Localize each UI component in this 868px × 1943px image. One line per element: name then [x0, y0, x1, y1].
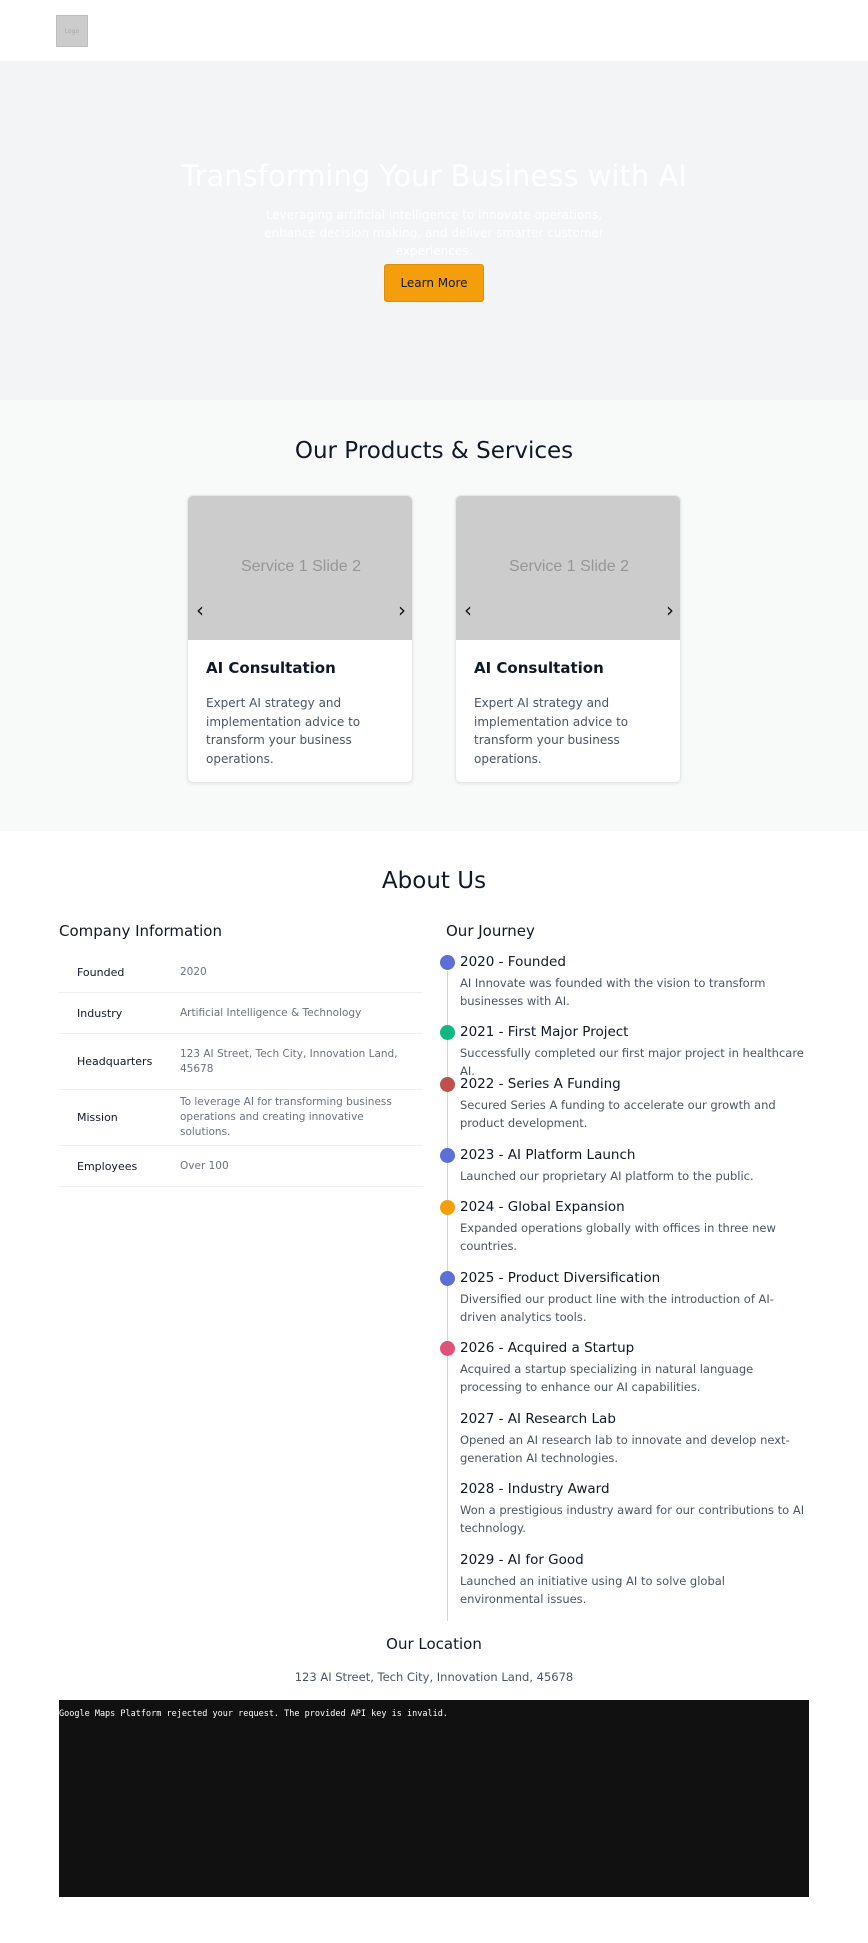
timeline-dot: [440, 1025, 455, 1040]
info-row: [59, 993, 423, 1034]
timeline-item-desc: Secured Series A funding to accelerate our growth and product development.: [460, 1098, 776, 1130]
learn-more-button[interactable]: Learn More: [384, 264, 484, 302]
timeline-dot: [440, 1341, 455, 1356]
info-value: 123 AI Street, Tech City, Innovation Land, 45678: [180, 1047, 398, 1075]
info-value: 2020: [180, 966, 207, 978]
info-value: To leverage AI for transforming business operations and creating innovative solutions.: [180, 1096, 392, 1138]
carousel-slide-label: Service 1 Slide 2: [240, 558, 362, 575]
info-row: [59, 953, 423, 993]
timeline-item-title: 2021 - First Major Project: [460, 1024, 629, 1040]
info-label: Headquarters: [77, 1055, 153, 1068]
timeline-item-title: 2023 - AI Platform Launch: [460, 1147, 636, 1163]
products-title: Our Products & Services: [294, 438, 574, 464]
timeline-item-title: 2022 - Series A Funding: [460, 1076, 621, 1092]
timeline-item-desc: Won a prestigious industry award for our contributions to AI technology.: [460, 1503, 805, 1535]
location-title: Our Location: [386, 1635, 482, 1653]
location-address: 123 AI Street, Tech City, Innovation Land, 45678: [294, 1670, 574, 1684]
timeline-dot: [440, 1271, 455, 1286]
service-title: AI Consultation: [474, 659, 604, 677]
logo[interactable]: Logo: [56, 15, 88, 47]
timeline-item-desc: Opened an AI research lab to innovate and develop next-generation AI technologies.: [460, 1433, 790, 1465]
timeline-dot: [440, 1412, 455, 1427]
service-title: AI Consultation: [206, 659, 336, 677]
timeline-item-desc: Launched our proprietary AI platform to the public.: [460, 1169, 754, 1183]
company-info-title: Company Information: [59, 922, 222, 940]
service-carousel: [188, 496, 413, 640]
timeline-item-title: 2026 - Acquired a Startup: [460, 1340, 635, 1356]
hero-section: [0, 61, 868, 400]
service-card: [187, 495, 413, 783]
service-card: [455, 495, 681, 783]
info-row: [59, 1090, 423, 1146]
carousel-prev-icon[interactable]: ‹: [464, 598, 472, 622]
info-value: Artificial Intelligence & Technology: [180, 1006, 362, 1019]
carousel-slide-label: Service 1 Slide 2: [508, 558, 630, 575]
info-value: Over 100: [180, 1159, 229, 1172]
carousel-next-icon[interactable]: ›: [398, 598, 406, 622]
info-label: Founded: [77, 966, 125, 979]
timeline-item-title: 2028 - Industry Award: [460, 1481, 610, 1497]
timeline-item-title: 2024 - Global Expansion: [460, 1199, 625, 1215]
timeline-item-title: 2025 - Product Diversification: [460, 1270, 661, 1286]
products-section: [0, 400, 868, 831]
timeline-item-desc: Acquired a startup specializing in natural language processing to enhance our AI capabilities.: [460, 1362, 754, 1394]
timeline-dot: [440, 1077, 455, 1092]
info-label: Employees: [77, 1159, 138, 1173]
timeline-item-title: 2020 - Founded: [460, 954, 566, 970]
service-description: Expert AI strategy and implementation advice to transform your business operations.: [206, 696, 361, 766]
timeline-item-title: 2027 - AI Research Lab: [460, 1411, 616, 1427]
map-error-message: Google Maps Platform rejected your request. The provided API key is invalid.: [59, 1709, 448, 1719]
timeline-item-desc: AI Innovate was founded with the vision to transform businesses with AI.: [460, 976, 766, 1008]
timeline-dot: [440, 955, 455, 970]
service-description: Expert AI strategy and implementation advice to transform your business operations.: [474, 696, 629, 766]
service-carousel: [456, 496, 681, 640]
timeline-item-desc: Launched an initiative using AI to solve global environmental issues.: [460, 1574, 725, 1606]
hero-subtitle: Leveraging artificial intelligence to innovate operations, enhance decision making, and deliver smarter customer experiences.: [264, 208, 604, 258]
info-label: Industry: [77, 1006, 123, 1020]
timeline-item-desc: Expanded operations globally with offices in three new countries.: [460, 1221, 776, 1253]
hero-title: Transforming Your Business with AI: [181, 159, 687, 193]
timeline-dot: [440, 1482, 455, 1497]
timeline-dot: [440, 1148, 455, 1163]
journey-title: Our Journey: [446, 922, 535, 940]
timeline-item-title: 2029 - AI for Good: [460, 1552, 584, 1568]
timeline-item-desc: Successfully completed our first major project in healthcare AI.: [460, 1046, 804, 1078]
carousel-prev-icon[interactable]: ‹: [196, 598, 204, 622]
info-row: [59, 1146, 423, 1187]
timeline-dot: [440, 1553, 455, 1568]
site-header: [0, 0, 868, 61]
info-row: [59, 1034, 423, 1090]
carousel-next-icon[interactable]: ›: [666, 598, 674, 622]
map-embed[interactable]: [59, 1700, 809, 1897]
company-info-table: [59, 953, 423, 1187]
timeline-item-desc: Diversified our product line with the introduction of AI-driven analytics tools.: [460, 1292, 774, 1324]
timeline-line: [447, 971, 448, 1621]
timeline-dot: [440, 1200, 455, 1215]
about-title: About Us: [381, 868, 487, 894]
info-label: Mission: [77, 1111, 118, 1124]
